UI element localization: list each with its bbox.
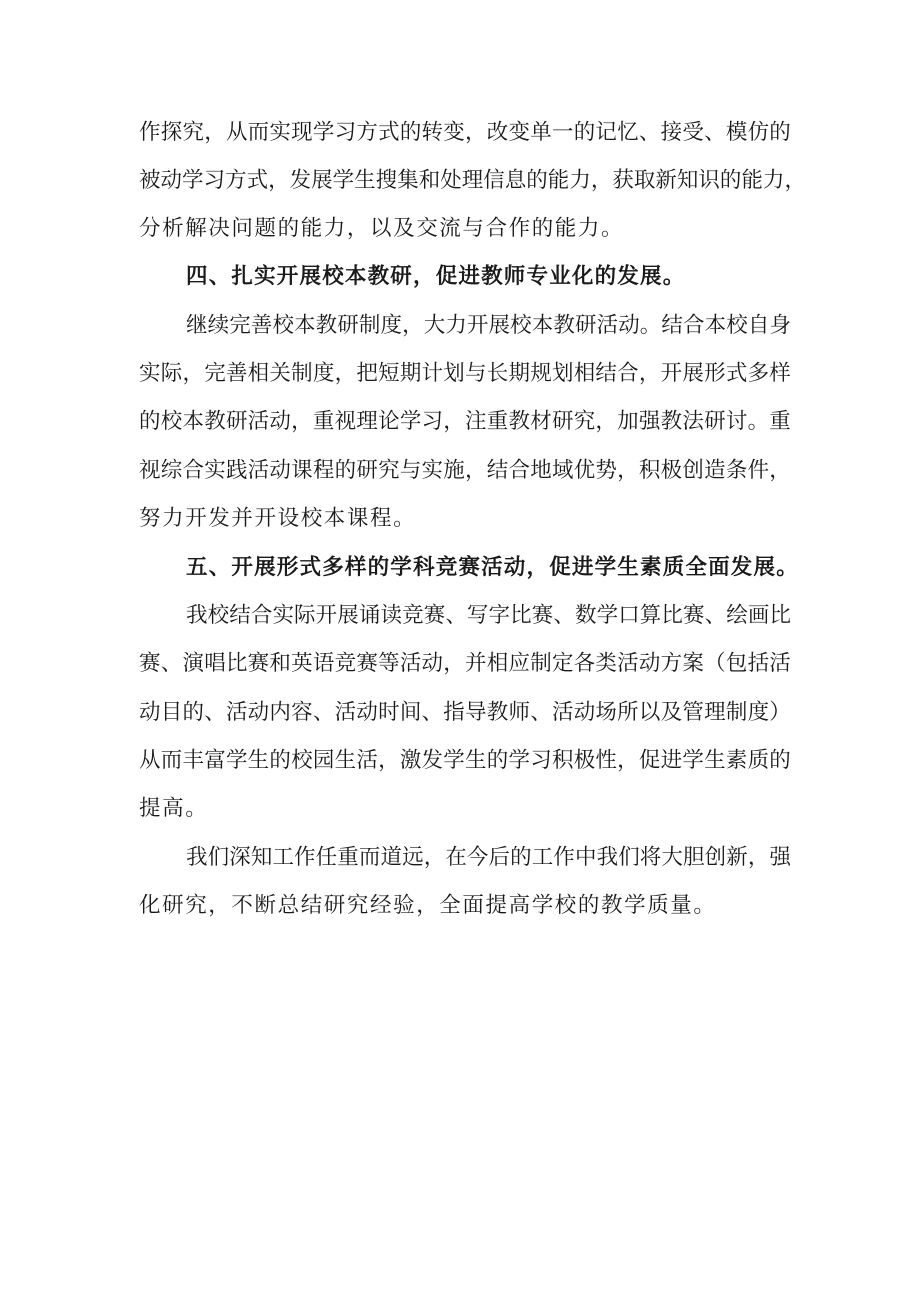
paragraph-line: 动 目 的 、 活 动 内 容 、 活 动 时 间 、 指 导 教 师 、 活 动 场 所 以 及 管 理 制 度 ）: [139, 700, 791, 725]
paragraph-line: 化研究，不断总结研究经验，全面提高学校的教学质量。: [139, 893, 717, 918]
paragraph-line: 被 动 学 习 方 式 ， 发 展 学 生 搜 集 和 处 理 信 息 的 能 力 ， 获 取 新 知 识 的 能 力 ，: [139, 168, 806, 193]
paragraph-line: 提高。: [139, 796, 209, 821]
paragraph-line: 实 际 ， 完 善 相 关 制 度 ， 把 短 期 计 划 与 长 期 规 划 相 结 合 ， 开 展 形 式 多 样: [139, 361, 791, 386]
paragraph-line: 努力开发并开设校本课程。: [139, 506, 417, 531]
paragraph-line: 分析解决问题的能力，以及交流与合作的能力。: [139, 216, 625, 241]
paragraph-line: 作 探 究 ， 从 而 实 现 学 习 方 式 的 转 变 ， 改 变 单 一 的 记 忆 、 接 受 、 模 仿 的: [139, 120, 791, 145]
paragraph-line: 视 综 合 实 践 活 动 课 程 的 研 究 与 实 施 ， 结 合 地 域 优 势 ， 积 极 创 造 条 件 ，: [139, 458, 791, 483]
paragraph-line: 赛 、 演 唱 比 赛 和 英 语 竞 赛 等 活 动 ， 并 相 应 制 定 各 类 活 动 方 案 （ 包 括 活: [139, 651, 791, 676]
section-heading-4: 四、扎实开展校本教研，促进教师专业化的发展。: [186, 264, 686, 289]
paragraph-line: 继 续 完 善 校 本 教 研 制 度 ， 大 力 开 展 校 本 教 研 活 动 。 结 合 本 校 自 身: [186, 313, 791, 338]
paragraph-line: 从 而 丰 富 学 生 的 校 园 生 活 ， 激 发 学 生 的 学 习 积 极 性 ， 促 进 学 生 素 质 的: [139, 748, 791, 773]
paragraph-line: 的 校 本 教 研 活 动 ， 重 视 理 论 学 习 ， 注 重 教 材 研 究 ， 加 强 教 法 研 讨 。 重: [139, 409, 791, 434]
paragraph-line: 我 们 深 知 工 作 任 重 而 道 远 ， 在 今 后 的 工 作 中 我 们 将 大 胆 创 新 ， 强: [186, 845, 791, 870]
section-heading-5: 五、开展形式多样的学科竞赛活动，促进学生素质全面发展。: [186, 555, 799, 580]
paragraph-line: 我 校 结 合 实 际 开 展 诵 读 竞 赛 、 写 字 比 赛 、 数 学 口 算 比 赛 、 绘 画 比: [186, 603, 791, 628]
